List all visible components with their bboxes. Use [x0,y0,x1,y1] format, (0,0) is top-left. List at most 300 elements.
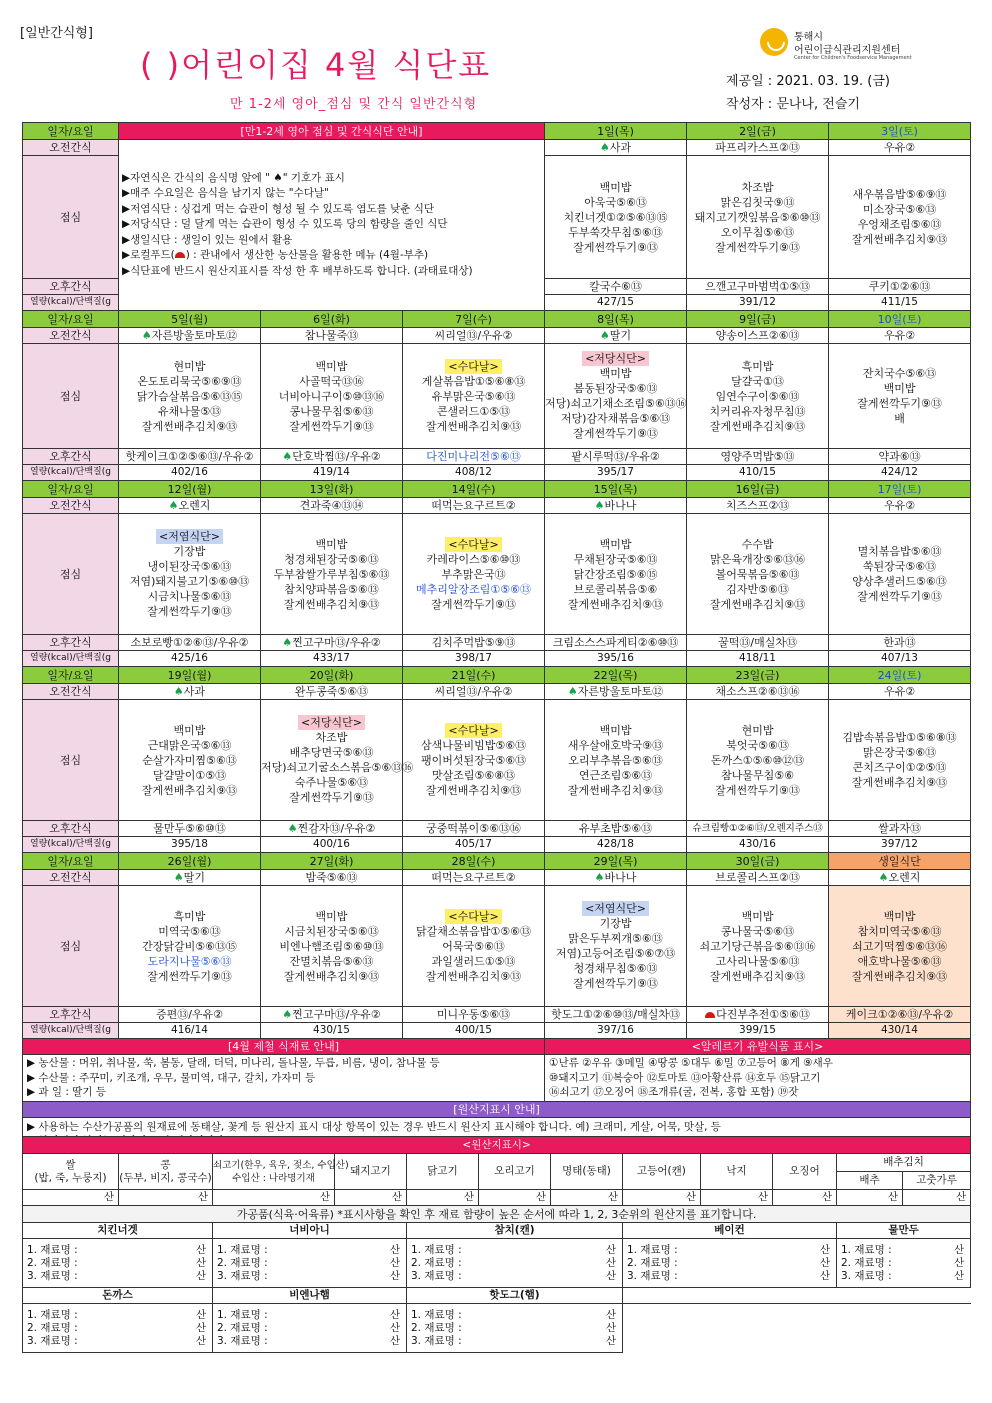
lunch-cell [403,344,545,449]
origin-col-header [623,1154,701,1190]
menu-line: 멸치볶음밥⑤⑥⑬ [857,545,942,558]
row-label: 3. 재료명 : [27,1269,78,1282]
day-label: 일자/요일 [23,853,119,870]
row-san: 산 [389,1334,400,1347]
diet-tag: <저염식단> [582,901,649,916]
processed-item-rows [23,1239,213,1288]
lunch-cell [403,514,545,635]
am-snack-cell: ♠오렌지 [829,870,971,886]
menu-line: 오리부추볶음⑤⑥⑬ [568,753,663,767]
menu-line: 애호박나물⑤⑥⑬ [857,954,942,968]
pm-snack-cell: 케이크①②⑥⑬/우유② [829,1007,971,1023]
row-label: 3. 재료명 : [411,1269,462,1282]
row-san: 산 [195,1243,206,1256]
day-header: 13일(화) [261,481,403,498]
page-subtitle: 만 1-2세 영아_점심 및 간식 일반간식형 [230,97,478,112]
row-san: 산 [953,1243,965,1256]
am-snack-label: 오전간식 [23,498,119,514]
menu-line: 김자반⑤⑥⑬ [726,582,789,596]
menu-row [23,667,971,684]
processed-item-row [841,1257,970,1270]
processed-item-name: 베이컨 [623,1223,837,1239]
menu-line: 온도토리묵국⑤⑥⑨⑬ [137,374,242,388]
lunch-cell [687,156,829,279]
menu-line: 백미밥 [599,537,632,551]
processed-item-rows [623,1239,837,1288]
am-snack-cell: ♠오렌지 [119,498,261,514]
origin-row [23,1137,971,1154]
menu-line: 백미밥 [599,367,632,380]
diet-tag: <수다날> [445,359,501,374]
day-header: 6일(화) [261,311,403,328]
origin-row [23,1304,971,1353]
menu-line: 근대맑은국⑤⑥⑬ [147,738,232,752]
am-snack-cell: 우유② [829,140,971,156]
allergy-line: ⑩돼지고기 ⑪복숭아 ⑫토마토 ⑬아황산류 ⑭호두 ⑮닭고기 [549,1071,821,1084]
menu-line: 백미밥 [883,382,916,395]
notice-line: ▶로컬푸드( ) : 관내에서 생산한 농산물을 활용한 메뉴 (4월-부추) [122,249,429,262]
menu-line: 카레라이스⑤⑥⑩⑬ [426,552,521,566]
menu-line: 청경채무침⑤⑥⑬ [573,962,658,975]
lunch-cell [261,886,403,1007]
kimchi-sub-header: 배추 [837,1172,903,1190]
menu-row [23,684,971,700]
day-header: 9일(금) [687,311,829,328]
row-label: 2. 재료명 : [27,1256,78,1269]
nature-club-icon: ♠ [599,329,610,342]
pm-snack-cell: 영양주먹밥⑤⑬ [687,449,829,465]
day-header: 20일(화) [261,667,403,684]
menu-line [403,723,544,738]
processed-item-row [27,1322,212,1335]
am-snack-cell: 씨리얼⑬/우유② [403,684,545,700]
am-snack-cell: 견과죽④⑬⑭ [261,498,403,514]
menu-line: 볼어묵볶음⑤⑥⑬ [715,567,800,581]
menu-line: 게살볶음밥①⑤⑥⑧⑬ [421,374,526,388]
menu-line: 닭가슴살볶음⑤⑥⑬⑮ [136,389,243,403]
menu-line: 김밥속볶음밥①⑤⑥⑧⑬ [842,731,957,744]
origin-row [23,1239,971,1288]
menu-line: 잘게썬깍두기⑨⑬ [289,419,374,433]
menu-line: 잘게썬깍두기⑨⑬ [715,240,800,254]
pm-snack-cell: ♠찐감자⑬/우유② [261,821,403,837]
menu-line: 쑥된장국⑤⑥⑬ [862,560,937,573]
energy-cell: 430/15 [261,1023,403,1039]
notice-title: [만1-2세 영아 점심 및 간식식단 안내] [119,123,545,140]
local-food-icon [175,252,185,258]
menu-line: 두부참쌀가루부침⑤⑥⑬ [273,567,390,581]
energy-label: 열량(kcal)/단백질(g [23,651,119,667]
menu-line: 잘게썬배추김치⑨⑬ [141,419,238,433]
menu-line: 간장닭갈비⑤⑥⑬⑮ [142,939,237,953]
energy-cell: 416/14 [119,1023,261,1039]
menu-row [23,498,971,514]
lunch-cell [687,344,829,449]
menu-line: 맑은두부찌개⑤⑥⑬ [568,932,663,945]
energy-cell: 397/12 [829,837,971,853]
notice-line: ▶저당식단 : 덜 달게 먹는 습관이 형성 수 있도록 당의 함량을 줄인 식단 [122,218,448,231]
origin-col-header [335,1154,407,1190]
menu-row [23,821,971,837]
menu-line: 맛살조림⑤⑥⑧⑬ [431,768,516,782]
nature-club-icon: ♠ [878,871,889,884]
menu-line: 잘게썬배추김치⑨⑬ [567,597,664,611]
menu-line: 잘게썬배추김치⑨⑬ [425,783,522,797]
processed-item-row [217,1322,406,1335]
processed-item-row [841,1270,970,1283]
menu-line: 두부쑥갓무침⑤⑥⑬ [568,225,663,239]
origin-col-h1: 돼지고기 [350,1165,391,1177]
am-snack-cell: ♠딸기 [545,328,687,344]
lunch-cell [261,514,403,635]
processed-item-name: 너비아니 [213,1223,407,1239]
menu-line: 참나물무침⑤⑥ [721,768,794,782]
day-header: 15일(목) [545,481,687,498]
menu-line [119,529,260,544]
origin-col-h1: 콩 [160,1158,171,1171]
am-snack-cell: 우유② [829,328,971,344]
origin-san-cell: 산 [551,1190,623,1206]
origin-san-cell: 산 [479,1190,551,1206]
nature-club-icon: ♠ [599,141,610,154]
logo-city: 통해시 [794,32,823,43]
origin-col-header [773,1154,837,1190]
row-label: 2. 재료명 : [411,1256,462,1269]
menu-line: 잘게썬깍두기⑨⑬ [289,791,374,804]
am-snack-cell: ♠사과 [545,140,687,156]
processed-item-name: 돈까스 [23,1288,213,1304]
am-snack-cell: ♠딸기 [119,870,261,886]
menu-line [261,715,402,730]
origin-col-h1: 닭고기 [427,1165,458,1177]
origin-san-cell: 산 [335,1190,407,1206]
row-san: 산 [389,1243,400,1256]
row-san: 산 [605,1256,616,1269]
day-header: 12일(월) [119,481,261,498]
lunch-cell [403,886,545,1007]
lunch-cell [119,886,261,1007]
origin-row [23,1288,971,1304]
menu-line: 미소장국⑤⑥⑬ [862,203,937,216]
row-san: 산 [953,1256,965,1269]
allergy-list [545,1055,971,1102]
menu-line: 잘게썬깍두기⑨⑬ [857,590,942,603]
row-label: 1. 재료명 : [411,1243,462,1256]
local-food-icon [705,1012,715,1018]
row-san: 산 [819,1256,830,1269]
origin-san-cell: 산 [837,1190,903,1206]
menu-line: 맑은장국⑤⑥⑬ [862,746,937,759]
energy-cell: 424/12 [829,465,971,481]
menu-line: 달걀국①⑬ [731,374,784,388]
lunch-label: 점심 [23,700,119,821]
row-san: 산 [819,1243,830,1256]
menu-line: 차조밥 [315,731,348,744]
row-label: 1. 재료명 : [627,1243,678,1256]
menu-table [22,122,971,1151]
row-label: 3. 재료명 : [27,1334,78,1347]
menu-line: 기장밥 [599,917,632,930]
menu-line: 잘게썬깍두기⑨⑬ [147,969,232,983]
menu-line [403,537,544,552]
row-label: 1. 재료명 : [217,1243,268,1256]
menu-line: 저염)고등어조림⑤⑥⑦⑬ [555,947,676,960]
day-header: 14일(수) [403,481,545,498]
am-snack-cell: 파프리카스프②⑬ [687,140,829,156]
menu-line: 잘게썬깍두기⑨⑬ [431,597,516,611]
pm-snack-cell: 꿀떡⑬/매실차⑬ [687,635,829,651]
row-label: 2. 재료명 : [217,1321,268,1334]
ingredient-line: ▶ 과 일 : 딸기 등 [27,1086,107,1099]
origin-col-h1: 오징어 [789,1165,820,1177]
menu-line: 잘게썬깍두기⑨⑬ [857,397,942,410]
processed-item-row [411,1335,622,1348]
row-label: 2. 재료명 : [841,1256,892,1269]
origin-row [23,1223,971,1239]
row-label: 3. 재료명 : [217,1269,268,1282]
processed-title: 가공품(식육·어육류) *표시사항을 확인 후 재료 함량이 높은 순서에 따라 1, 2, 3순위의 원산지를 표기합니다. [23,1206,971,1223]
diet-tag: <저당식단> [298,715,365,730]
row-san: 산 [605,1308,616,1321]
menu-line: 배추당면국⑤⑥⑬ [289,746,374,759]
menu-line: 팽이버섯된장국⑤⑥⑬ [420,753,527,767]
energy-cell: 410/15 [687,465,829,481]
menu-row [23,311,971,328]
menu-row [23,123,971,140]
row-san: 산 [195,1256,206,1269]
pm-snack-cell: 쿠키①②⑥⑬ [829,279,971,295]
menu-line: 양상추샐러드⑤⑥⑬ [852,575,947,588]
day-header: 27일(화) [261,853,403,870]
day-header: 2일(금) [687,123,829,140]
lunch-cell [545,156,687,279]
menu-line: 잘게썬깍두기⑨⑬ [573,240,658,254]
menu-row [23,328,971,344]
origin-col-h1: 쇠고기(한우, 육우, 젖소, 수입산) [213,1159,349,1171]
diet-tag: <저염식단> [156,529,223,544]
processed-item-name: 핫도그(햄) [407,1288,623,1304]
day-header: 29일(목) [545,853,687,870]
menu-line: 메추리알장조림①⑤⑥⑬ [416,582,531,596]
nature-club-icon: ♠ [168,499,179,512]
processed-item-rows [837,1304,971,1353]
pm-snack-cell: 핫도그①②⑥⑩⑬/매실차⑬ [545,1007,687,1023]
processed-item-row [27,1270,212,1283]
nature-club-icon: ♠ [282,450,293,463]
lunch-cell [261,700,414,821]
origin-notice-title: [원산지표시 안내] [23,1102,971,1118]
menu-row [23,886,971,1007]
lunch-cell [545,344,687,449]
notice-line: ▶생일식단 : 생일이 있는 원에서 활용 [122,233,293,246]
pm-snack-cell: 크림소스스파게티②⑥⑩⑬ [545,635,687,651]
day-header: 10일(토) [829,311,971,328]
day-header: 8일(목) [545,311,687,328]
row-san: 산 [953,1269,965,1282]
menu-line: 콘샐러드①⑤⑬ [436,404,511,418]
pm-snack-cell: 쌀과자⑬ [829,821,971,837]
processed-item-row [411,1244,622,1257]
smile-logo-icon [760,28,788,56]
day-header: 26일(월) [119,853,261,870]
row-label: 3. 재료명 : [841,1269,892,1282]
pm-snack-cell: 핫케이크①②⑤⑥⑬/우유② [119,449,261,465]
origin-col-header [479,1154,551,1190]
am-snack-cell: 밤죽⑤⑥⑬ [261,870,403,886]
day-header: 생일식단 [829,853,971,870]
processed-item-row [627,1270,836,1283]
origin-row [23,1206,971,1223]
lunch-cell [829,514,971,635]
energy-cell: 418/11 [687,651,829,667]
menu-line: 치커리유자청무침⑬ [709,404,806,418]
row-label: 2. 재료명 : [411,1321,462,1334]
lunch-cell [829,344,971,449]
origin-notice-line: ▶ 사용하는 수산가공품의 원재료에 동태살, 꽃게 등 원산지 표시 대상 항목이 있는 경우 반드시 원산지 표시해야 합니다. 예) 크래미, 게살, 어묵, 맛살, 등 [27,1120,721,1133]
processed-item-row [217,1309,406,1322]
origin-col-header [407,1154,479,1190]
diet-tag: <수다날> [445,909,501,924]
energy-cell: 433/17 [261,651,403,667]
nature-club-icon: ♠ [594,499,605,512]
menu-line: 맑은김칫국⑨⑬ [720,195,795,209]
day-label: 일자/요일 [23,481,119,498]
menu-line: 잘게썬배추김치⑨⑬ [425,969,522,983]
menu-line: 백미밥 [315,909,348,923]
menu-line: 잘게썬깍두기⑨⑬ [715,783,800,797]
menu-line: 잔치국수⑤⑥⑬ [862,367,937,380]
menu-row [23,700,971,821]
menu-row [23,837,971,853]
origin-san-cell: 산 [773,1190,837,1206]
menu-line: 순살가자미찜⑤⑥⑬ [142,753,237,767]
energy-cell: 395/17 [545,465,687,481]
menu-line: 청경채된장국⑤⑥⑬ [284,552,379,566]
energy-cell: 428/18 [545,837,687,853]
pm-snack-label: 오후간식 [23,449,119,465]
energy-cell: 402/16 [119,465,261,481]
pm-snack-label: 오후간식 [23,279,119,295]
row-san: 산 [195,1321,206,1334]
provide-date: 제공일 : 2021. 03. 19. (금) [726,74,890,89]
menu-line: 콘치즈구이①②⑤⑬ [852,761,947,774]
menu-line: 닭갈채소볶음밥①⑤⑥⑬ [416,924,531,938]
menu-line: 유부맑은국⑤⑥⑬ [431,389,516,403]
pm-snack-cell: 팥시루떡⑬/우유② [545,449,687,465]
nature-club-icon: ♠ [287,822,298,835]
energy-cell: 400/15 [403,1023,545,1039]
pm-snack-label: 오후간식 [23,635,119,651]
row-label: 1. 재료명 : [27,1308,78,1321]
energy-cell: 399/15 [687,1023,829,1039]
row-san: 산 [605,1243,616,1256]
pm-snack-cell: 유부초밥⑤⑥⑬ [545,821,687,837]
am-snack-cell: 치즈스프②⑬ [687,498,829,514]
menu-line: 배 [894,412,905,425]
menu-line: 과일샐러드①⑤⑬ [431,954,516,968]
menu-row [23,1055,971,1102]
menu-line: 새우살애호박국⑨⑬ [567,738,664,752]
menu-line: 흑미밥 [741,359,774,373]
menu-line: 잘게썬배추김치⑨⑬ [283,597,380,611]
menu-line: 잘게썬배추김치⑨⑬ [851,969,948,983]
energy-label: 열량(kcal)/단백질(g [23,837,119,853]
lunch-cell [403,700,545,821]
pm-snack-cell: 증편⑬/우유② [119,1007,261,1023]
logo-center-en: Center for Children's Foodservice Management [794,55,912,61]
menu-row [23,651,971,667]
notice-line: ▶매주 수요일은 음식을 남기지 않는 "수다날" [122,187,329,200]
menu-line: 잘게썬배추김치⑨⑬ [141,783,238,797]
menu-line: 봄동된장국⑤⑥⑬ [573,382,658,395]
day-header: 1일(목) [545,123,687,140]
menu-line: 잘게썬배추김치⑨⑬ [709,969,806,983]
processed-item-row [217,1244,406,1257]
menu-line: 비엔나햄조림⑤⑥⑩⑬ [279,939,384,953]
processed-item-row [27,1335,212,1348]
menu-line: 현미밥 [173,359,206,373]
processed-item-rows [407,1239,623,1288]
energy-cell: 427/15 [545,295,687,311]
menu-line: 무채된장국⑤⑥⑬ [573,552,658,566]
lunch-cell [119,700,261,821]
menu-line: 잘게썬배추김치⑨⑬ [709,597,806,611]
lunch-cell [119,344,261,449]
row-label: 1. 재료명 : [217,1308,268,1321]
energy-cell: 425/16 [119,651,261,667]
menu-line: 잘게썬배추김치⑨⑬ [709,419,806,433]
origin-col-h2: (밥, 죽, 누룽지) [34,1171,107,1184]
nature-club-icon: ♠ [567,685,578,698]
origin-san-cell: 산 [213,1190,335,1206]
processed-item-row [27,1257,212,1270]
am-snack-cell: 떠먹는요구르트② [403,498,545,514]
am-snack-label: 오전간식 [23,140,119,156]
menu-line: 저당)쇠고기채소조림⑤⑥⑬⑯ [545,397,687,410]
menu-line: 잘게썬배추김치⑨⑬ [851,776,948,789]
menu-line: 콩나물무침⑤⑥⑬ [289,404,374,418]
origin-col-header [701,1154,773,1190]
lunch-cell [687,514,829,635]
menu-line: 백미밥 [883,909,916,923]
am-snack-cell: ♠사과 [119,684,261,700]
nature-club-icon: ♠ [173,685,184,698]
menu-line: 흑미밥 [173,909,206,923]
pm-snack-cell: 소보로빵①②⑥⑬/우유② [119,635,261,651]
ingredients-title: [4월 제철 식재료 안내] [23,1039,545,1055]
day-header: 19일(월) [119,667,261,684]
menu-line: 콩나물국⑤⑥⑬ [720,924,795,938]
energy-cell: 411/15 [829,295,971,311]
am-snack-cell: ♠자른방울토마토⑫ [545,684,687,700]
menu-line: 기장밥 [173,545,206,558]
day-header: 17일(토) [829,481,971,498]
row-label: 3. 재료명 : [411,1334,462,1347]
lunch-cell [829,156,971,279]
processed-item-rows [837,1239,971,1288]
origin-col-header [213,1154,349,1190]
menu-row [23,853,971,870]
processed-item-rows [213,1304,407,1353]
menu-line: 연근조림⑤⑥⑬ [578,768,653,782]
pm-snack-cell: 으깬고구마범벅①⑤⑬ [687,279,829,295]
am-snack-label: 오전간식 [23,684,119,700]
menu-line: 고사리나물⑤⑥⑬ [715,954,800,968]
menu-line: 유채나물⑤⑬ [157,404,222,418]
origin-san-cell: 산 [701,1190,773,1206]
menu-line: 맑은육개장⑤⑥⑬⑯ [710,552,805,566]
processed-item-rows [23,1304,213,1353]
